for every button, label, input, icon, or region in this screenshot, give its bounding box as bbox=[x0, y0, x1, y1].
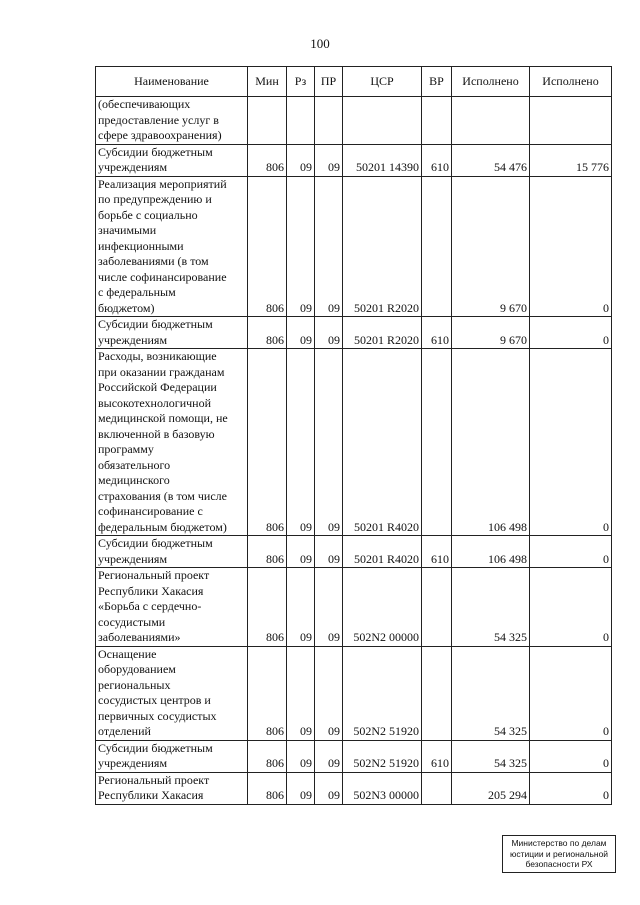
cell-v1: 54 325 bbox=[452, 646, 530, 740]
cell-name: Субсидии бюджетным учреждениям bbox=[96, 317, 248, 349]
cell-v2: 0 bbox=[530, 568, 612, 647]
cell-min: 806 bbox=[248, 317, 287, 349]
cell-csr: 50201 R2020 bbox=[343, 176, 422, 317]
cell-rz bbox=[287, 97, 315, 145]
cell-rz: 09 bbox=[287, 772, 315, 804]
cell-v2: 0 bbox=[530, 536, 612, 568]
cell-vr bbox=[422, 772, 452, 804]
cell-v2: 0 bbox=[530, 176, 612, 317]
cell-csr: 50201 14390 bbox=[343, 144, 422, 176]
cell-pr bbox=[315, 97, 343, 145]
ministry-stamp: Министерство по делам юстиции и региональной безопасности РХ bbox=[502, 835, 616, 873]
cell-vr bbox=[422, 97, 452, 145]
header-name: Наименование bbox=[96, 67, 248, 97]
cell-rz: 09 bbox=[287, 144, 315, 176]
cell-v2: 0 bbox=[530, 317, 612, 349]
table-row bbox=[96, 646, 612, 740]
cell-vr bbox=[422, 568, 452, 647]
header-executed-1: Исполнено bbox=[452, 67, 530, 97]
cell-csr: 502N2 51920 bbox=[343, 646, 422, 740]
cell-v1: 9 670 bbox=[452, 176, 530, 317]
cell-v1: 106 498 bbox=[452, 536, 530, 568]
cell-pr: 09 bbox=[315, 176, 343, 317]
cell-v2: 0 bbox=[530, 646, 612, 740]
cell-v1: 54 476 bbox=[452, 144, 530, 176]
table-row bbox=[96, 144, 612, 176]
cell-v2: 15 776 bbox=[530, 144, 612, 176]
cell-v2 bbox=[530, 97, 612, 145]
cell-pr: 09 bbox=[315, 772, 343, 804]
budget-table bbox=[95, 66, 612, 805]
table-row bbox=[96, 349, 612, 536]
cell-name: Региональный проект Республики Хакасия «Борьба с сердечно- сосудистыми заболеваниями» bbox=[96, 568, 248, 647]
cell-vr bbox=[422, 646, 452, 740]
cell-csr: 502N2 00000 bbox=[343, 568, 422, 647]
table-row bbox=[96, 772, 612, 804]
cell-pr: 09 bbox=[315, 536, 343, 568]
cell-pr: 09 bbox=[315, 349, 343, 536]
cell-v1: 54 325 bbox=[452, 568, 530, 647]
cell-rz: 09 bbox=[287, 740, 315, 772]
header-rz: Рз bbox=[287, 67, 315, 97]
cell-name: (обеспечивающих предоставление услуг в сфере здравоохранения) bbox=[96, 97, 248, 145]
cell-rz: 09 bbox=[287, 176, 315, 317]
cell-min: 806 bbox=[248, 176, 287, 317]
cell-pr: 09 bbox=[315, 568, 343, 647]
cell-min: 806 bbox=[248, 740, 287, 772]
cell-vr: 610 bbox=[422, 536, 452, 568]
cell-v2: 0 bbox=[530, 349, 612, 536]
table-row bbox=[96, 317, 612, 349]
header-pr: ПР bbox=[315, 67, 343, 97]
cell-min bbox=[248, 97, 287, 145]
table-row bbox=[96, 568, 612, 647]
cell-pr: 09 bbox=[315, 144, 343, 176]
cell-pr: 09 bbox=[315, 740, 343, 772]
page-number: 100 bbox=[310, 36, 330, 51]
cell-min: 806 bbox=[248, 536, 287, 568]
cell-vr: 610 bbox=[422, 317, 452, 349]
cell-v1: 205 294 bbox=[452, 772, 530, 804]
cell-v2: 0 bbox=[530, 772, 612, 804]
cell-csr: 502N3 00000 bbox=[343, 772, 422, 804]
cell-csr: 50201 R2020 bbox=[343, 317, 422, 349]
cell-csr: 502N2 51920 bbox=[343, 740, 422, 772]
cell-rz: 09 bbox=[287, 568, 315, 647]
cell-min: 806 bbox=[248, 772, 287, 804]
cell-vr bbox=[422, 176, 452, 317]
cell-vr bbox=[422, 349, 452, 536]
header-csr: ЦСР bbox=[343, 67, 422, 97]
cell-name: Субсидии бюджетным учреждениям bbox=[96, 740, 248, 772]
table-header-row bbox=[96, 67, 612, 97]
cell-min: 806 bbox=[248, 568, 287, 647]
header-vr: ВР bbox=[422, 67, 452, 97]
cell-name: Реализация мероприятий по предупреждению и борьбе с социально значимыми инфекционными заболеваниями (в том числе софинансирование с федеральным бюджетом) bbox=[96, 176, 248, 317]
table-row bbox=[96, 536, 612, 568]
cell-min: 806 bbox=[248, 646, 287, 740]
cell-name: Расходы, возникающие при оказании гражданам Российской Федерации высокотехнологичной медицинской помощи, не включенной в базовую программу обязательного медицинского страхования (в том числе софинансирование с федеральным бюджетом) bbox=[96, 349, 248, 536]
cell-csr: 50201 R4020 bbox=[343, 349, 422, 536]
cell-csr bbox=[343, 97, 422, 145]
table-row bbox=[96, 740, 612, 772]
cell-pr: 09 bbox=[315, 317, 343, 349]
cell-min: 806 bbox=[248, 349, 287, 536]
cell-v1: 54 325 bbox=[452, 740, 530, 772]
table-row bbox=[96, 97, 612, 145]
header-min: Мин bbox=[248, 67, 287, 97]
cell-vr: 610 bbox=[422, 144, 452, 176]
cell-csr: 50201 R4020 bbox=[343, 536, 422, 568]
cell-v2: 0 bbox=[530, 740, 612, 772]
cell-name: Субсидии бюджетным учреждениям bbox=[96, 144, 248, 176]
header-executed-2: Исполнено bbox=[530, 67, 612, 97]
cell-rz: 09 bbox=[287, 536, 315, 568]
cell-min: 806 bbox=[248, 144, 287, 176]
table-row bbox=[96, 176, 612, 317]
cell-vr: 610 bbox=[422, 740, 452, 772]
cell-name: Субсидии бюджетным учреждениям bbox=[96, 536, 248, 568]
cell-name: Региональный проект Республики Хакасия bbox=[96, 772, 248, 804]
cell-name: Оснащение оборудованием региональных сосудистых центров и первичных сосудистых отделений bbox=[96, 646, 248, 740]
cell-rz: 09 bbox=[287, 317, 315, 349]
cell-v1: 106 498 bbox=[452, 349, 530, 536]
cell-v1: 9 670 bbox=[452, 317, 530, 349]
cell-pr: 09 bbox=[315, 646, 343, 740]
cell-v1 bbox=[452, 97, 530, 145]
cell-rz: 09 bbox=[287, 646, 315, 740]
cell-rz: 09 bbox=[287, 349, 315, 536]
